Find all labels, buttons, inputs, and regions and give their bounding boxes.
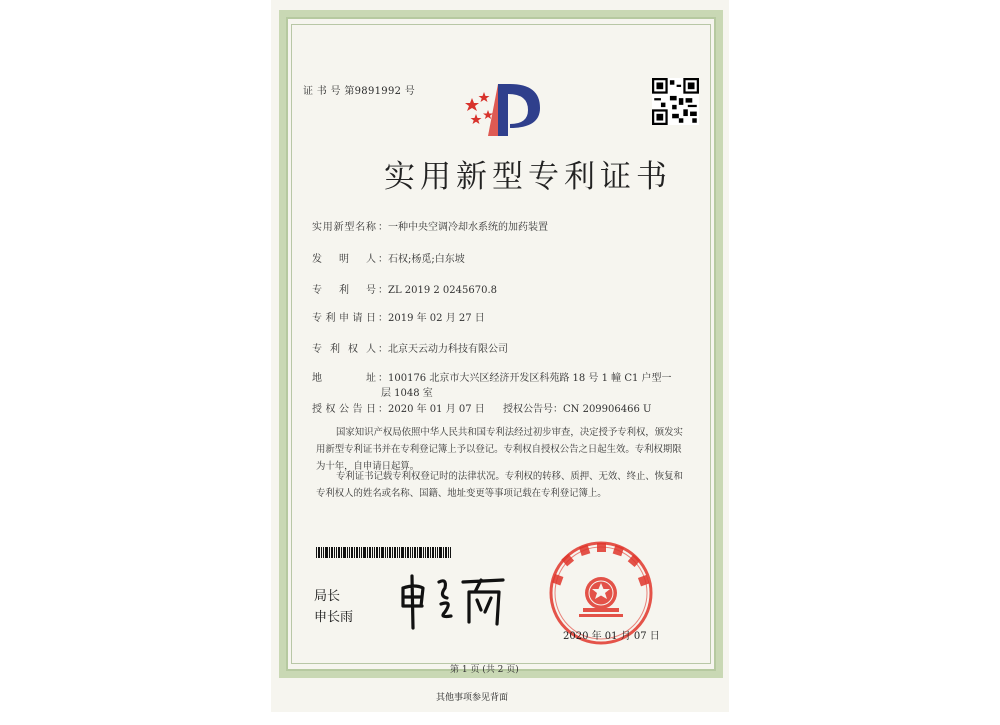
field-value: 北京天云动力科技有限公司 [388, 344, 508, 355]
field-value: 一种中央空调冷却水系统的加药装置 [388, 222, 548, 233]
field-patent-number: 专 利 号 ：ZL 2019 2 0245670.8 [312, 281, 497, 296]
grant-date-label: 授权公告日 [312, 404, 376, 415]
field-inventor: 发 明 人 ：石权;杨觅;白东坡 [312, 250, 465, 265]
statement-paragraph-1: 国家知识产权局依照中华人民共和国专利法经过初步审查，决定授予专利权，颁发实用新型专利证书并在专利登记簿上予以登记。专利权自授权公告之日起生效。专利权期限为十年，自申请日起算。 [316, 427, 683, 472]
field-value: ZL 2019 2 0245670.8 [388, 285, 498, 296]
field-value: 2019 年 02 月 27 日 [388, 313, 485, 324]
grant-date-value: 2020 年 01 月 07 日 [388, 404, 485, 415]
footer-note: 其他事项参见背面 [436, 693, 509, 703]
director-name: 申长雨 [314, 610, 354, 625]
qr-code-icon [652, 78, 699, 125]
patent-office-logo-icon [458, 80, 546, 138]
field-application-date: 专利申请日 ：2019 年 02 月 27 日 [312, 309, 485, 324]
field-label: 地 址 [312, 373, 376, 384]
field-grant: 授权公告日 ：2020 年 01 月 07 日 [312, 400, 485, 415]
director-title: 局长 [314, 589, 341, 604]
field-label: 发 明 人 [312, 254, 376, 265]
field-label: 专 利 号 [312, 285, 376, 296]
field-grant-number: 授权公告号：CN 209906466 U [503, 404, 652, 415]
seal-date: 2020 年 01 月 07 日 [563, 631, 660, 642]
handwritten-signature [395, 566, 515, 636]
field-label: 专 利 权 人 [312, 344, 376, 355]
statement-paragraph-2: 专利证书记载专利权登记时的法律状况。专利权的转移、质押、无效、终止、恢复和专利权人的姓名或名称、国籍、地址变更等事项记载在专利登记簿上。 [316, 471, 683, 499]
field-utility-name: 实用新型名称 ：一种中央空调冷却水系统的加药装置 [312, 218, 548, 233]
grant-number-label: 授权公告号 [503, 404, 553, 415]
field-address: 地 址 ：100176 北京市大兴区经济开发区科苑路 18 号 1 幢 C1 户型一 [312, 369, 672, 384]
field-address-line2: 层 1048 室 [381, 388, 433, 399]
field-patentee: 专 利 权 人 ：北京天云动力科技有限公司 [312, 340, 508, 355]
barcode-icon [316, 547, 451, 558]
page-number: 第 1 页 (共 2 页) [450, 665, 519, 675]
field-label: 实用新型名称 [312, 222, 376, 233]
field-value: 石权;杨觅;白东坡 [388, 254, 465, 265]
field-label: 专利申请日 [312, 313, 376, 324]
certificate-number: 证 书 号 第9891992 号 [303, 86, 416, 97]
grant-number-value: CN 209906466 U [563, 404, 652, 415]
certificate-title: 实用新型专利证书 [384, 159, 672, 195]
field-value: 100176 北京市大兴区经济开发区科苑路 18 号 1 幢 C1 户型一 [388, 373, 672, 384]
